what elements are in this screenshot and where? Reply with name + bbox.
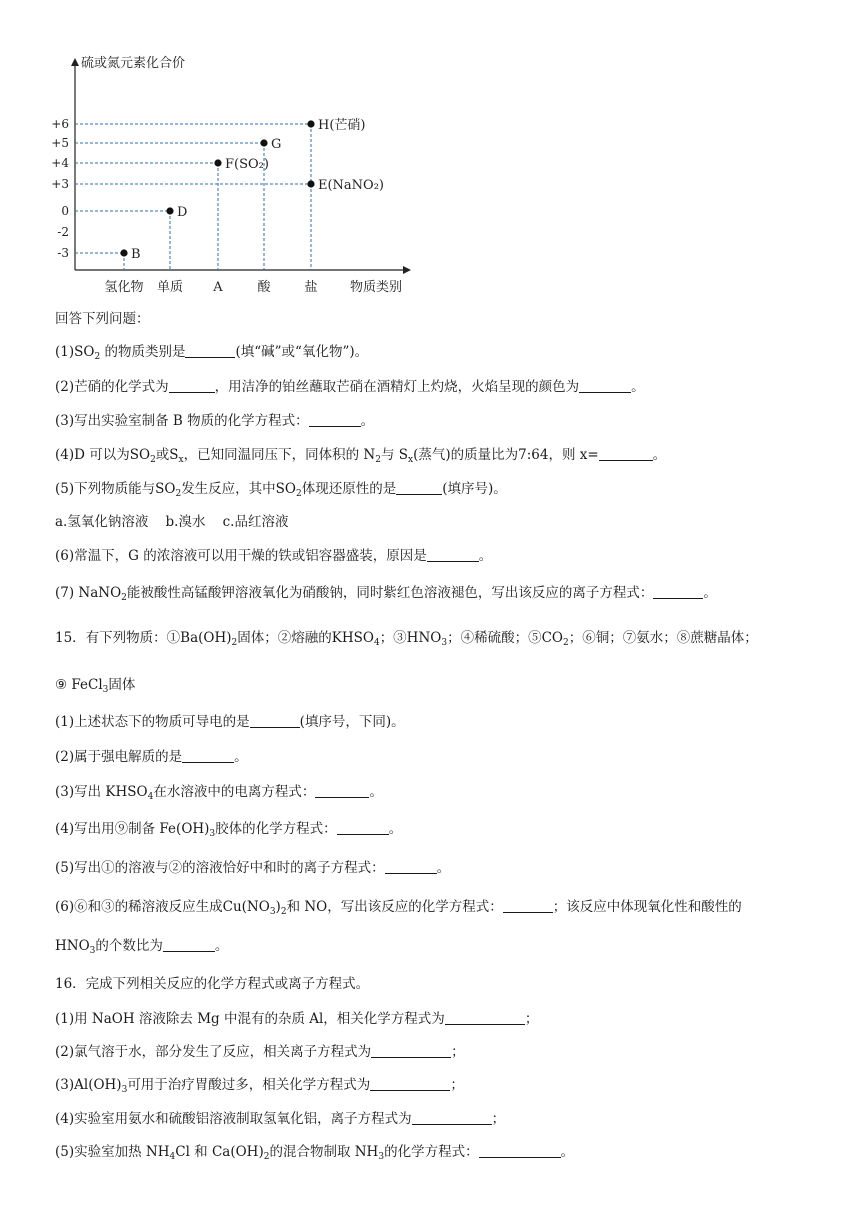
- q14-part1: $(1)SO_2$ 的物质类别是 (填“碱”或“氧化物”)。: [55, 344, 369, 362]
- valence-chart: [40, 48, 420, 298]
- answer-blank[interactable]: [370, 1076, 450, 1091]
- y-tick-label: +3: [51, 177, 69, 191]
- x-axis-arrow: [403, 266, 411, 274]
- answer-blank[interactable]: [503, 898, 553, 913]
- answer-blank[interactable]: [599, 446, 653, 461]
- answer-blank[interactable]: [385, 859, 437, 874]
- q15-stem-cont: ⑨ FeCl$_3$固体: [55, 677, 136, 695]
- x-tick-label: 盐: [304, 280, 318, 295]
- q15-part4: (4)写出用⑨制备 $Fe(OH)_3$胶体的化学方程式： 。: [55, 821, 403, 839]
- data-point-label: B: [131, 247, 141, 262]
- answer-blank[interactable]: [185, 343, 235, 358]
- x-tick-label: 单质: [156, 280, 184, 295]
- y-tick-label: +4: [51, 156, 69, 170]
- data-point-label: D: [177, 205, 188, 220]
- x-tick-label: 酸: [257, 280, 271, 295]
- answer-blank[interactable]: [315, 783, 369, 798]
- answer-blank[interactable]: [250, 713, 300, 728]
- answer-blank[interactable]: [412, 1110, 492, 1125]
- q14-part2: (2)芒硝的化学式为 ，用洁净的铂丝蘸取芒硝在酒精灯上灼烧，火焰呈现的颜色为 。: [55, 379, 645, 395]
- data-point: [260, 139, 267, 146]
- q16-stem: 16．完成下列相关反应的化学方程式或离子方程式。: [55, 976, 370, 992]
- y-tick-label: 0: [61, 204, 69, 218]
- q14-part6: (6)常温下，G 的浓溶液可以用干燥的铁或铝容器盛装，原因是 。: [55, 548, 493, 564]
- q15-part5: (5)写出①的溶液与②的溶液恰好中和时的离子方程式： 。: [55, 860, 451, 876]
- q16-part3: $(3)Al(OH)_3$可用于治疗胃酸过多，相关化学方程式为 ；: [55, 1077, 464, 1095]
- y-tick-label: -3: [57, 246, 69, 260]
- q14-part5: (5)下列物质能与$SO_2$发生反应，其中$SO_2$体现还原性的是 (填序号)。: [55, 481, 507, 499]
- answer-blank[interactable]: [309, 412, 361, 427]
- q15-part3: (3)写出 $KHSO_4$在水溶液中的电离方程式： 。: [55, 784, 383, 802]
- q16-part2: (2)氯气溶于水，部分发生了反应，相关离子方程式为 ；: [55, 1044, 465, 1060]
- q14-part7: (7) NaNO$_2$能被酸性高锰酸钾溶液氧化为硝酸钠，同时紫红色溶液褪色，写出该反应的离子方程式： 。: [55, 585, 717, 603]
- q14-part5-options: a.氢氧化钠溶液 b.溴水 c.品红溶液: [55, 514, 289, 530]
- data-point: [214, 159, 221, 166]
- q16-part5: (5)实验室加热 $NH_4Cl$ 和 $Ca(OH)_2$的混合物制取 $NH_3$的化学方程式： 。: [55, 1144, 575, 1162]
- x-tick-label: A: [213, 280, 223, 295]
- q16-part1: (1)用 NaOH 溶液除去 Mg 中混有的杂质 Al，相关化学方程式为 ；: [55, 1011, 539, 1027]
- q15-part6-cont: $HNO_3$的个数比为 。: [55, 938, 229, 956]
- data-point-label: G: [271, 137, 282, 152]
- data-point-label: F(SO₂): [225, 157, 269, 172]
- q15-part2: (2)属于强电解质的是 。: [55, 749, 248, 765]
- data-point: [120, 249, 127, 256]
- q15-stem: 15．有下列物质：$①Ba(OH)_2$固体；②熔融的$KHSO_4$；$③HNO_3$；④稀硫酸；$⑤CO_2$；⑥铜；⑦氨水；⑧蔗糖晶体；: [55, 630, 758, 648]
- q14-intro: 回答下列问题：: [55, 311, 150, 327]
- answer-blank[interactable]: [182, 748, 234, 763]
- y-axis-arrow: [71, 58, 79, 66]
- q15-part1: (1)上述状态下的物质可导电的是 (填序号，下同)。: [55, 714, 405, 730]
- answer-blank[interactable]: [169, 378, 215, 393]
- answer-blank[interactable]: [445, 1010, 525, 1025]
- answer-blank[interactable]: [163, 937, 215, 952]
- y-tick-label: -2: [57, 225, 69, 239]
- data-point: [166, 207, 173, 214]
- answer-blank[interactable]: [337, 820, 389, 835]
- q14-part3: (3)写出实验室制备 B 物质的化学方程式： 。: [55, 413, 375, 429]
- y-axis-label: 硫或氮元素化合价: [81, 56, 186, 71]
- q15-part6: (6)⑥和③的稀溶液反应生成$Cu(NO_3)_2$和 NO，写出该反应的化学方程式： ；该反应中体现氧化性和酸性的: [55, 899, 742, 917]
- q14-part4: (4)D 可以为$SO_2$或$S_x$，已知同温同压下，同体积的 $N_2$与 $S_x$(蒸气)的质量比为7:64，则 x= 。: [55, 447, 667, 465]
- answer-blank[interactable]: [371, 1043, 451, 1058]
- answer-blank[interactable]: [479, 1143, 561, 1158]
- answer-blank[interactable]: [427, 547, 479, 562]
- x-axis-label: 物质类别: [349, 280, 403, 295]
- x-tick-label: 氢化物: [104, 280, 144, 295]
- data-point-label: H(芒硝): [318, 118, 366, 133]
- q16-part4: (4)实验室用氨水和硫酸铝溶液制取氢氧化铝，离子方程式为 ；: [55, 1111, 506, 1127]
- answer-blank[interactable]: [579, 378, 631, 393]
- answer-blank[interactable]: [396, 480, 442, 495]
- y-tick-label: +5: [51, 136, 69, 150]
- y-tick-label: +6: [51, 117, 69, 131]
- data-point-label: E(NaNO₂): [318, 178, 385, 193]
- answer-blank[interactable]: [653, 584, 703, 599]
- data-point: [307, 120, 314, 127]
- data-point: [307, 180, 314, 187]
